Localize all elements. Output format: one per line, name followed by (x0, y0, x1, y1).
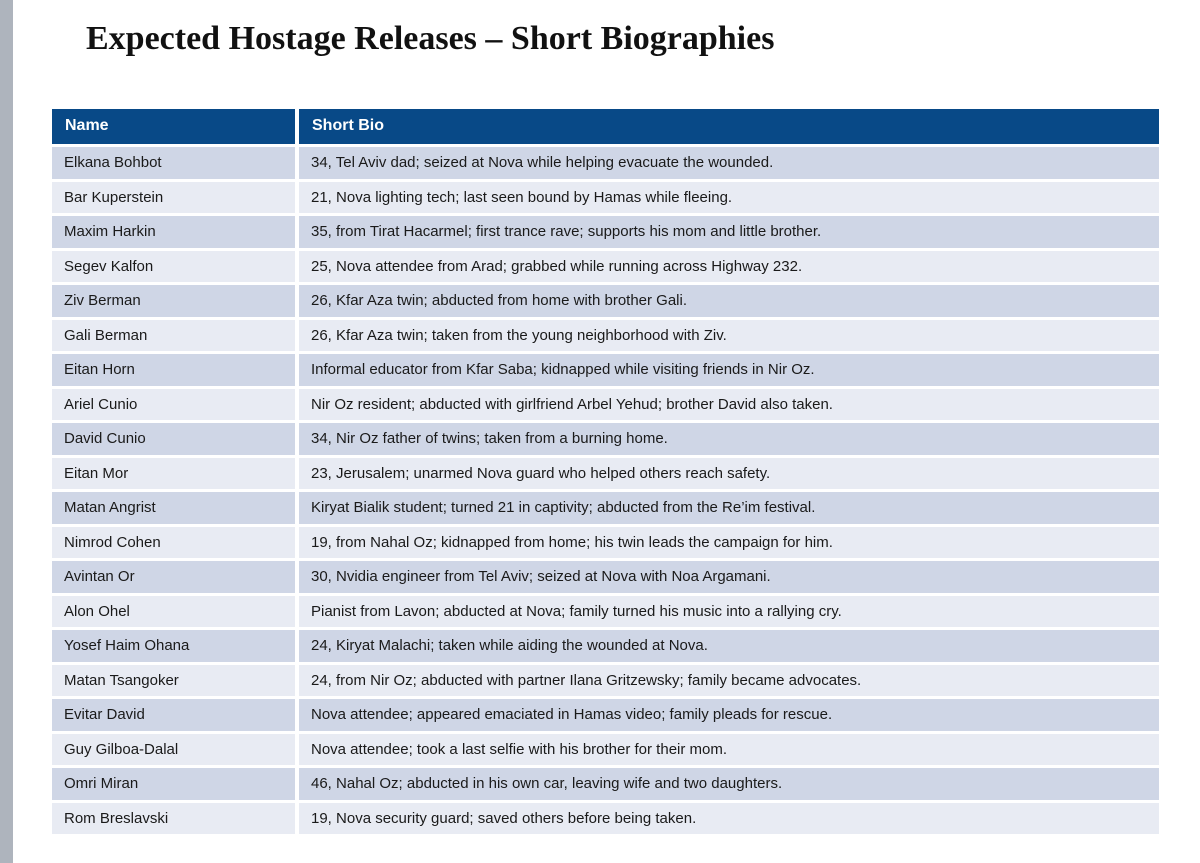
bio-cell: 34, Tel Aviv dad; seized at Nova while helping evacuate the wounded. (299, 147, 1159, 179)
page-title: Expected Hostage Releases – Short Biographies (86, 20, 775, 57)
bio-cell: 34, Nir Oz father of twins; taken from a burning home. (299, 423, 1159, 455)
name-cell: Yosef Haim Ohana (52, 630, 295, 662)
name-cell: Omri Miran (52, 768, 295, 800)
table-row (52, 182, 1159, 214)
name-cell: Avintan Or (52, 561, 295, 593)
header-row (52, 109, 1159, 144)
bio-cell: 46, Nahal Oz; abducted in his own car, leaving wife and two daughters. (299, 768, 1159, 800)
bio-cell: 25, Nova attendee from Arad; grabbed while running across Highway 232. (299, 251, 1159, 283)
header-short-bio: Short Bio (299, 109, 1159, 144)
name-cell: Gali Berman (52, 320, 295, 352)
table-row (52, 147, 1159, 179)
table-row (52, 768, 1159, 800)
bio-cell: 24, from Nir Oz; abducted with partner Ilana Gritzewsky; family became advocates. (299, 665, 1159, 697)
name-cell: Ariel Cunio (52, 389, 295, 421)
table-header (52, 109, 1159, 144)
table-row (52, 216, 1159, 248)
table-row (52, 389, 1159, 421)
bio-cell: 24, Kiryat Malachi; taken while aiding the wounded at Nova. (299, 630, 1159, 662)
table-row (52, 320, 1159, 352)
table-row (52, 630, 1159, 662)
table-row (52, 561, 1159, 593)
bio-cell: 21, Nova lighting tech; last seen bound by Hamas while fleeing. (299, 182, 1159, 214)
name-cell: Maxim Harkin (52, 216, 295, 248)
name-cell: Eitan Horn (52, 354, 295, 386)
bio-cell: Kiryat Bialik student; turned 21 in captivity; abducted from the Re’im festival. (299, 492, 1159, 524)
bio-cell: Informal educator from Kfar Saba; kidnapped while visiting friends in Nir Oz. (299, 354, 1159, 386)
table-row (52, 803, 1159, 835)
table-row (52, 354, 1159, 386)
biographies-table (48, 106, 1163, 837)
bio-cell: Nova attendee; appeared emaciated in Hamas video; family pleads for rescue. (299, 699, 1159, 731)
name-cell: Matan Angrist (52, 492, 295, 524)
table-row (52, 251, 1159, 283)
bio-cell: 26, Kfar Aza twin; taken from the young neighborhood with Ziv. (299, 320, 1159, 352)
table-row (52, 596, 1159, 628)
name-cell: Nimrod Cohen (52, 527, 295, 559)
table-row (52, 665, 1159, 697)
name-cell: Rom Breslavski (52, 803, 295, 835)
table-row (52, 285, 1159, 317)
left-margin-bar (0, 0, 13, 863)
bio-cell: Nova attendee; took a last selfie with his brother for their mom. (299, 734, 1159, 766)
table-row (52, 734, 1159, 766)
bio-cell: 19, from Nahal Oz; kidnapped from home; his twin leads the campaign for him. (299, 527, 1159, 559)
bio-cell: Nir Oz resident; abducted with girlfriend Arbel Yehud; brother David also taken. (299, 389, 1159, 421)
bio-cell: 23, Jerusalem; unarmed Nova guard who helped others reach safety. (299, 458, 1159, 490)
name-cell: Bar Kuperstein (52, 182, 295, 214)
table-row (52, 458, 1159, 490)
table-row (52, 423, 1159, 455)
bio-cell: 26, Kfar Aza twin; abducted from home with brother Gali. (299, 285, 1159, 317)
bio-cell: 30, Nvidia engineer from Tel Aviv; seized at Nova with Noa Argamani. (299, 561, 1159, 593)
table-body (52, 147, 1159, 834)
name-cell: Matan Tsangoker (52, 665, 295, 697)
name-cell: Eitan Mor (52, 458, 295, 490)
table-row (52, 527, 1159, 559)
table-row (52, 699, 1159, 731)
table-row (52, 492, 1159, 524)
name-cell: Segev Kalfon (52, 251, 295, 283)
name-cell: Guy Gilboa-Dalal (52, 734, 295, 766)
header-name: Name (52, 109, 295, 144)
bio-cell: 35, from Tirat Hacarmel; first trance rave; supports his mom and little brother. (299, 216, 1159, 248)
bio-cell: Pianist from Lavon; abducted at Nova; family turned his music into a rallying cry. (299, 596, 1159, 628)
name-cell: Ziv Berman (52, 285, 295, 317)
name-cell: Alon Ohel (52, 596, 295, 628)
name-cell: Elkana Bohbot (52, 147, 295, 179)
name-cell: Evitar David (52, 699, 295, 731)
name-cell: David Cunio (52, 423, 295, 455)
bio-cell: 19, Nova security guard; saved others before being taken. (299, 803, 1159, 835)
